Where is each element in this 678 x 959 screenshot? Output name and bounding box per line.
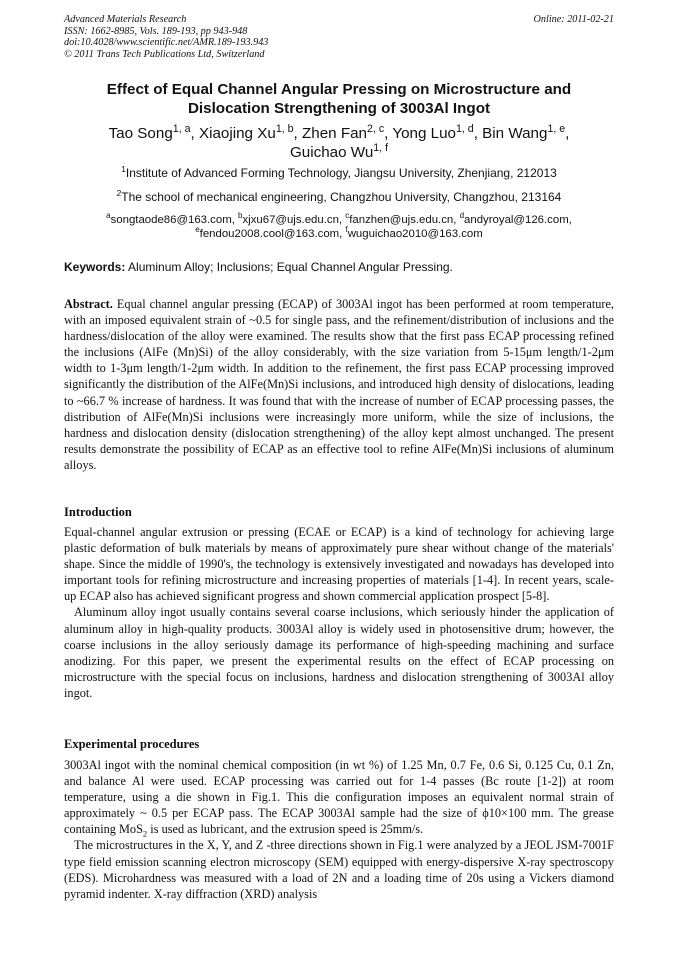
journal-name: Advanced Materials Research xyxy=(64,14,187,25)
section-heading-experimental: Experimental procedures xyxy=(64,737,200,751)
abstract-text: Equal channel angular pressing (ECAP) of 3003Al ingot has been performed at room temperature, with an imposed equivalent strain of ~0.5 for single pass, and the refinement/distribution of inclusions and the hardness/dislocation of the alloy were examined. The results show that the first pass ECAP processing refined the inclusions (AlFe (Mn)Si) of the alloy considerably, with the size variation from 5-15μm length/1-2μm width to 1-3μm length/1-2μm width. In addition to the refinement, the first pass ECAP processing improved significantly the distribution of the AlFe(Mn)Si inclusions, and introduced high density of dislocations, leading to ~66.7 % increase of hardness. It was found that with the increase of number of ECAP processing passes, the distribution of AlFe(Mn)Si inclusions were increasingly more uniform, while the size of inclusions, the hardness and dislocation density (dislocation strengthening) of the alloy kept almost unchanged. The present results demonstrate the possibility of ECAP as an effective tool to refine AlFe(Mn)Si inclusions of aluminum alloys. xyxy=(64,297,615,472)
email-superscript: e xyxy=(195,225,200,235)
paragraph-text: 3003Al ingot with the nominal chemical composition (in wt %) of 1.25 Mn, 0.7 Fe, 0.6 Si, 0.125 Cu, 0.1 Zn, and balance Al were used. ECAP processing was carried out for 1-4 passes (Bc route [1-2]) at room temperature, using a die shown in Fig.1. This die configuration imposes an equivalent normal strain of approximately ~ 0.5 per ECAP pass. The ECAP 3003Al sample had the size of ϕ10×100 mm. The grease containing MoS xyxy=(64,758,614,837)
author-superscript: 1, a xyxy=(172,122,191,135)
title-line-1: Effect of Equal Channel Angular Pressing on Microstructure and xyxy=(106,81,572,98)
email-address[interactable]: wuguichao2010@163.com xyxy=(347,228,483,240)
affiliation-text: The school of mechanical engineering, Changzhou University, Changzhou, 213164 xyxy=(121,190,562,204)
author-superscript: 1, b xyxy=(275,122,294,135)
email-superscript: b xyxy=(238,211,243,221)
doi-line: doi:10.4028/www.scientific.net/AMR.189-193.943 xyxy=(64,37,269,49)
paragraph: Equal-channel angular extrusion or pressing (ECAE or ECAP) is a kind of technology for achieving large plastic deformation of bulk materials by means of approximately pure shear without change of the materials' shape. Since the middle of 1990's, the technology is extensively investigated and nowadays has developed into important tools for refining microstructure and increasing properties of materials [1-4]. In recent years, scale-up ECAP also has achieved significant progress and shown commercial application prospect [5-8]. xyxy=(64,525,614,604)
author-list: Tao Song$^{1, a}$, Xiaojing Xu$^{1, b}$, Zhen Fan$^{2, c}$, Yong Luo$^{1, d}$, Bin Wang$^{1, e}$, Guichao Wu$^{1, f}$ xyxy=(108,122,570,161)
paragraph xyxy=(64,757,614,837)
author-superscript: 1, e xyxy=(547,122,566,135)
paragraph: The microstructures in the X, Y, and Z -three directions shown in Fig.1 were analyzed by a JEOL JSM-7001F type field emission scanning electron microscopy (SEM) equipped with energy-dispersive X-ray spectroscopy (EDS). Microhardness was measured with a load of 2N and a loading time of 20s using a Vickers diamond pyramid indenter. X-ray diffraction (XRD) analysis xyxy=(64,838,614,901)
affiliation-text: Institute of Advanced Forming Technology, Jiangsu University, Zhenjiang, 212013 xyxy=(125,166,557,180)
section-heading-introduction: Introduction xyxy=(64,505,132,519)
email-address[interactable]: andyroyal@126.com, xyxy=(464,214,572,226)
author-name: Bin Wang xyxy=(482,125,548,142)
author-superscript: 1, f xyxy=(373,141,389,154)
introduction-section xyxy=(64,524,614,701)
keywords-label: Keywords: xyxy=(64,260,126,274)
paragraph: Aluminum alloy ingot usually contains several coarse inclusions, which seriously hinder the application of aluminum alloy in high-quality products. 3003Al alloy is widely used in photosensitive drum; however, the coarse inclusions in the alloy seriously damage its performance of high-speeding machining and surface anodizing. For this paper, we present the experimental results on the effect of ECAP processing on microstructure with the special focus on inclusions, hardness and dislocation strengthening of 3003Al alloy ingot. xyxy=(64,605,614,700)
author-superscript: 1, d xyxy=(455,122,474,135)
title-line-2: Dislocation Strengthening of 3003Al Ingot xyxy=(187,100,491,117)
abstract xyxy=(64,296,614,473)
email-address[interactable]: fendou2008.cool@163.com, xyxy=(199,228,343,240)
email-superscript: a xyxy=(106,211,111,221)
online-date: Online: 2011-02-21 xyxy=(533,14,614,25)
email-superscript: f xyxy=(345,225,348,235)
keywords-text: Aluminum Alloy; Inclusions; Equal Channel Angular Pressing. xyxy=(128,260,453,274)
email-address[interactable]: fanzhen@ujs.edu.cn, xyxy=(349,214,457,226)
affiliation-2 xyxy=(64,190,614,204)
subscript: 2 xyxy=(142,828,148,839)
email-address[interactable]: xjxu67@ujs.edu.cn, xyxy=(242,214,343,226)
email-superscript: c xyxy=(345,211,350,221)
author-name: Xiaojing Xu xyxy=(198,125,276,142)
paragraph-text: is used as lubricant, and the extrusion speed is 25mm/s. xyxy=(147,822,424,837)
author-superscript: 2, c xyxy=(367,122,385,135)
author-name: Yong Luo xyxy=(392,125,456,142)
abstract-label: Abstract. xyxy=(64,297,113,311)
affiliation-superscript: 2 xyxy=(116,188,122,198)
issn-line: ISSN: 1662-8985, Vols. 189-193, pp 943-948 xyxy=(64,25,248,37)
publication-header xyxy=(64,14,614,60)
author-name: Zhen Fan xyxy=(302,125,368,142)
experimental-section xyxy=(64,757,614,902)
author-name: Guichao Wu xyxy=(289,144,374,161)
keywords xyxy=(64,260,614,274)
email-address[interactable]: songtaode86@163.com, xyxy=(110,214,235,226)
email-superscript: d xyxy=(459,211,465,221)
copyright-line: © 2011 Trans Tech Publications Ltd, Switzerland xyxy=(64,48,265,60)
author-name: Tao Song xyxy=(108,125,173,142)
affiliation-superscript: 1 xyxy=(121,164,126,174)
affiliation-1 xyxy=(64,166,614,180)
paper-title xyxy=(64,80,614,118)
author-emails xyxy=(64,213,614,241)
